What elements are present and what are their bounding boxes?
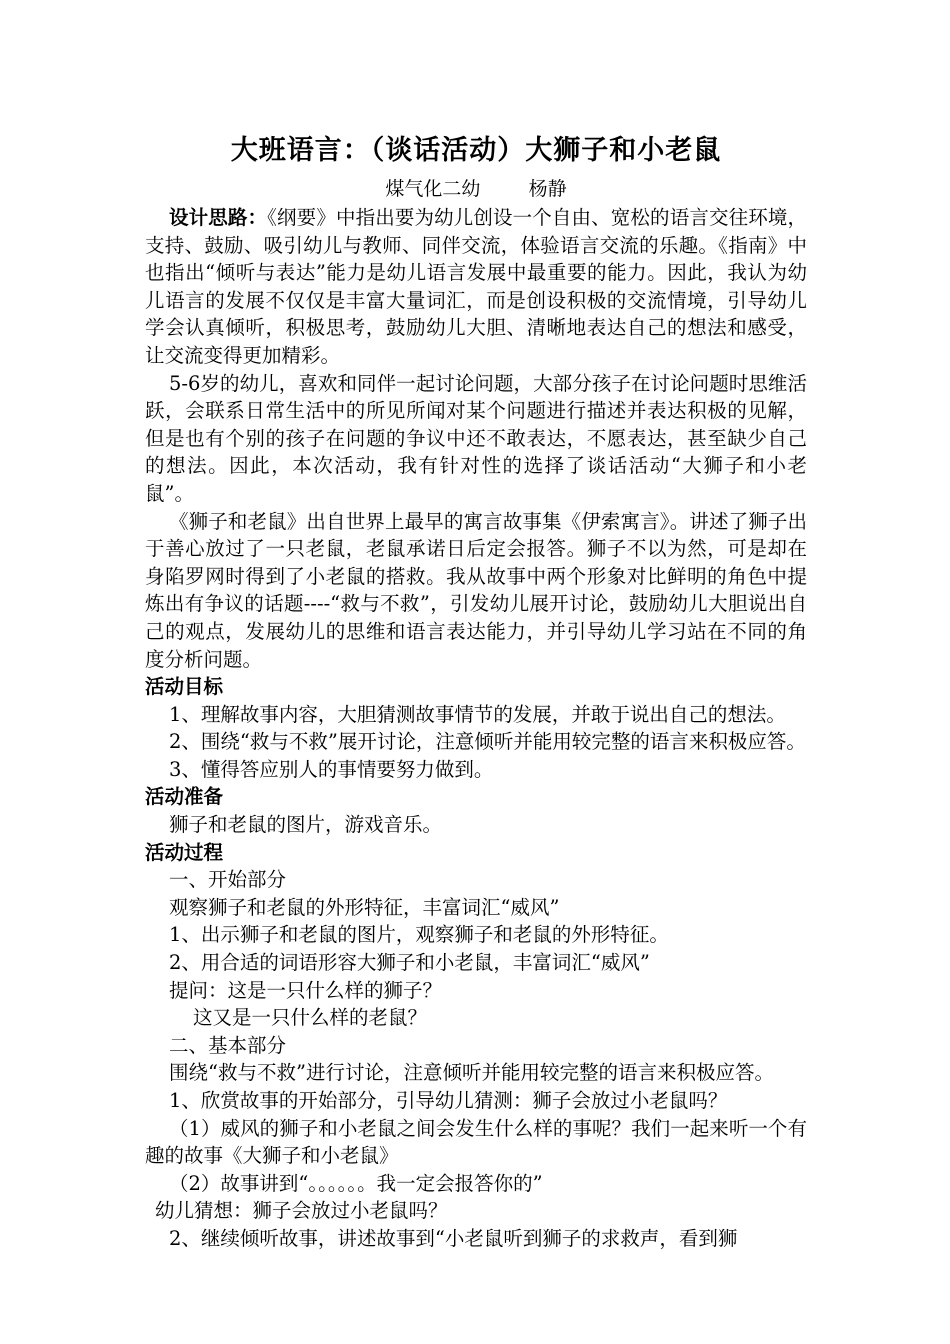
section-2-item-1a: （1）威风的狮子和小老鼠之间会发生什么样的事呢？我们一起来听一个有趣的故事《大狮子和小老鼠》 bbox=[145, 1116, 807, 1168]
paragraph-3: 《狮子和老鼠》出自世界上最早的寓言故事集《伊索寓言》。讲述了狮子出于善心放过了一只老鼠，老鼠承诺日后定会报答。狮子不以为然，可是却在身陷罗网时得到了小老鼠的搭救。我从故事中两个形象对比鲜明的角色中提炼出有争议的话题----“救与不救”，引发幼儿展开讨论，鼓励幼儿大胆说出自己的观点，发展幼儿的思维和语言表达能力，并引导幼儿学习站在不同的角度分析问题。 bbox=[145, 509, 807, 671]
goal-1: 1、理解故事内容，大胆猜测故事情节的发展，并敢于说出自己的想法。 bbox=[169, 702, 786, 726]
design-label: 设计思路： bbox=[169, 206, 268, 229]
design-paragraph bbox=[145, 204, 807, 370]
author-line: 煤气化二幼 杨静 bbox=[385, 178, 567, 200]
section-1-item-2: 2、用合适的词语形容大狮子和小老鼠，丰富词汇“威风” bbox=[169, 951, 650, 975]
section-2-title: 二、基本部分 bbox=[169, 1033, 287, 1057]
goal-2: 2、围绕“救与不救”展开讨论，注意倾听并能用较完整的语言来积极应答。 bbox=[169, 730, 806, 754]
design-text: 《纲要》中指出要为幼儿创设一个自由、宽松的语言交往环境，支持、鼓励、吸引幼儿与教师、同伴交流，体验语言交流的乐趣。《指南》中也指出“倾听与表达”能力是幼儿语言发展中最重要的能力。因此，我认为幼儿语言的发展不仅仅是丰富大量词汇，而是创设积极的交流情境，引导幼儿学会认真倾听，积极思考，鼓励幼儿大胆、清晰地表达自己的想法和感受，让交流变得更加精彩。 bbox=[145, 206, 807, 367]
document-title: 大班语言：（谈话活动）大狮子和小老鼠 bbox=[230, 135, 722, 166]
goal-3: 3、懂得答应别人的事情要努力做到。 bbox=[169, 757, 494, 781]
prep-heading: 活动准备 bbox=[145, 785, 224, 809]
section-1-question-1: 提问：这是一只什么样的狮子？ bbox=[169, 978, 443, 1002]
section-1-question-2: 这又是一只什么样的老鼠？ bbox=[193, 1006, 428, 1030]
prep-text: 狮子和老鼠的图片，游戏音乐。 bbox=[169, 813, 443, 837]
section-1-title: 一、开始部分 bbox=[169, 868, 287, 892]
paragraph-2: 5-6岁的幼儿，喜欢和同伴一起讨论问题，大部分孩子在讨论问题时思维活跃，会联系日常生活中的所见所闻对某个问题进行描述并表达积极的见解，但是也有个别的孩子在问题的争议中还不敢表达，不愿表达，甚至缺少自己的想法。因此，本次活动，我有针对性的选择了谈话活动“大狮子和小老鼠”。 bbox=[145, 371, 807, 505]
section-1-intro: 观察狮子和老鼠的外形特征，丰富词汇“威风” bbox=[169, 895, 560, 919]
section-2-item-1b: （2）故事讲到“。。。。。。我一定会报答你的” bbox=[169, 1171, 543, 1195]
section-2-intro: 围绕“救与不救”进行讨论，注意倾听并能用较完整的语言来积极应答。 bbox=[169, 1061, 774, 1085]
goals-heading: 活动目标 bbox=[145, 675, 224, 699]
document-page bbox=[145, 128, 807, 1253]
section-2-item-1: 1、欣赏故事的开始部分，引导幼儿猜测：狮子会放过小老鼠吗？ bbox=[169, 1089, 728, 1112]
section-2-item-2: 2、继续倾听故事，讲述故事到“小老鼠听到狮子的求救声，看到狮 bbox=[169, 1226, 738, 1250]
process-heading: 活动过程 bbox=[145, 840, 224, 864]
section-1-item-1: 1、出示狮子和老鼠的图片，观察狮子和老鼠的外形特征。 bbox=[169, 923, 669, 947]
section-2-guess: 幼儿猜想：狮子会放过小老鼠吗？ bbox=[155, 1199, 448, 1223]
